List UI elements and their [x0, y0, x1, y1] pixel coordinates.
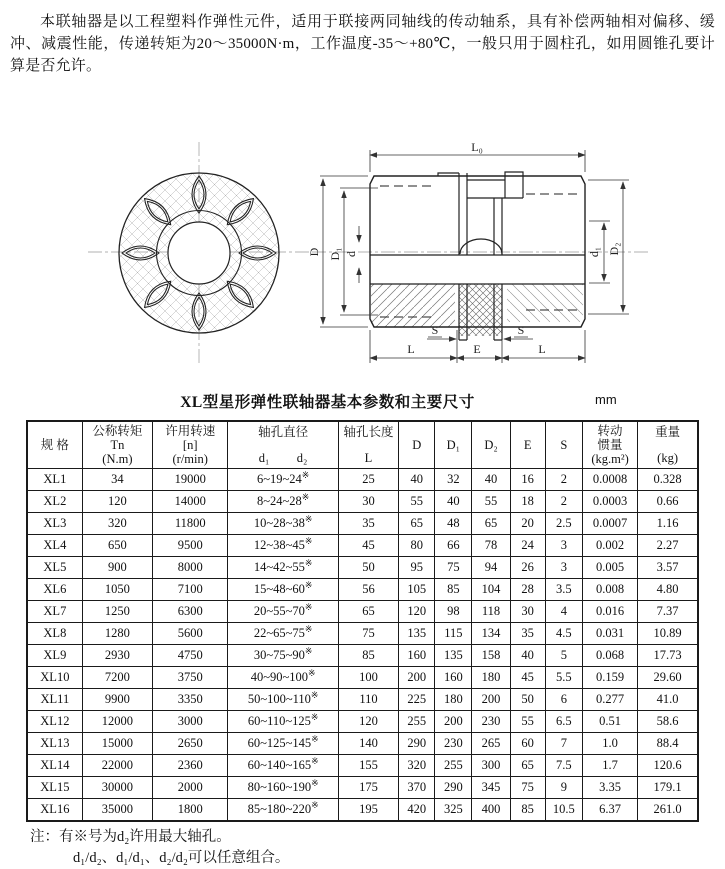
col-header-speed: 许用转速 [n] (r/min) [153, 421, 228, 469]
table-cell: 26 [510, 557, 545, 579]
table-cell: 5 [545, 645, 582, 667]
table-cell: 6.5 [545, 711, 582, 733]
dim-label-L-left: L [407, 342, 415, 356]
table-cell: XL13 [27, 733, 82, 755]
col-header-torque: 公称转矩 Tn (N.m) [82, 421, 152, 469]
table-cell: 0.016 [582, 601, 637, 623]
table-cell: 0.66 [638, 491, 698, 513]
col-header-bore-length: 轴孔长度 L [338, 421, 398, 469]
dim-label-D2: D₂ [607, 242, 621, 256]
col-header-D: D [399, 421, 435, 469]
table-cell: 200 [472, 689, 510, 711]
table-row [27, 711, 698, 733]
table-cell: 48 [435, 513, 472, 535]
table-cell: XL10 [27, 667, 82, 689]
table-cell: 160 [399, 645, 435, 667]
table-cell: 6 [545, 689, 582, 711]
table-cell: 35 [338, 513, 398, 535]
table-cell: 14000 [153, 491, 228, 513]
table-cell: 0.51 [582, 711, 637, 733]
table-cell: 65 [472, 513, 510, 535]
table-cell: 65 [510, 755, 545, 777]
table-cell: 3.5 [545, 579, 582, 601]
section-view [307, 140, 648, 363]
table-cell: 60 [510, 733, 545, 755]
table-cell: 32 [435, 469, 472, 491]
max-bore-marker: ※ [304, 645, 313, 656]
table-row [27, 645, 698, 667]
table-row [27, 777, 698, 799]
table-cell: 1.0 [582, 733, 637, 755]
table-cell: 0.005 [582, 557, 637, 579]
table-cell: 0.0008 [582, 469, 637, 491]
table-cell: 118 [472, 601, 510, 623]
table-cell: 30000 [82, 777, 152, 799]
table-cell: 400 [472, 799, 510, 822]
table-cell: 22000 [82, 755, 152, 777]
table-cell: 0.008 [582, 579, 637, 601]
col-header-S: S [545, 421, 582, 469]
max-bore-marker: ※ [311, 799, 319, 810]
max-bore-marker: ※ [311, 755, 319, 766]
table-cell: 40 [510, 645, 545, 667]
table-cell: 50 [338, 557, 398, 579]
table-body [27, 469, 698, 822]
dim-label-S-left: S [431, 323, 439, 337]
table-cell: 5.5 [545, 667, 582, 689]
table-cell: 0.002 [582, 535, 637, 557]
table-cell: 135 [399, 623, 435, 645]
max-bore-marker: ※ [311, 733, 319, 744]
footnote-2: d₁/d₂、d₁/d₁、d₂/d₂可以任意组合。 [73, 850, 290, 866]
table-cell: 1.7 [582, 755, 637, 777]
table-cell: 30 [338, 491, 398, 513]
table-cell: 60~110~125※ [228, 711, 338, 733]
max-bore-marker: ※ [304, 557, 313, 568]
table-row [27, 623, 698, 645]
table-cell: 120 [338, 711, 398, 733]
table-cell: 85 [338, 645, 398, 667]
table-cell: 230 [472, 711, 510, 733]
table-cell: 0.277 [582, 689, 637, 711]
table-cell: 40~90~100※ [228, 667, 338, 689]
table-cell: 2 [545, 469, 582, 491]
table-cell: XL4 [27, 535, 82, 557]
col-header-D2: D₂ [472, 421, 510, 469]
dim-label-D1: D₁ [328, 247, 342, 261]
table-cell: 35 [510, 623, 545, 645]
table-cell: XL3 [27, 513, 82, 535]
table-cell: 104 [472, 579, 510, 601]
col-header-inertia: 转动 惯量 (kg.m²) [582, 421, 637, 469]
table-cell: 3000 [153, 711, 228, 733]
table-cell: 155 [338, 755, 398, 777]
table-cell: 900 [82, 557, 152, 579]
max-bore-marker: ※ [307, 667, 316, 678]
table-cell: 50~100~110※ [228, 689, 338, 711]
table-cell: 179.1 [638, 777, 698, 799]
dim-label-L-right: L [538, 342, 546, 356]
table-cell: 8000 [153, 557, 228, 579]
table-cell: 265 [472, 733, 510, 755]
table-cell: 420 [399, 799, 435, 822]
table-cell: 320 [399, 755, 435, 777]
coupling-drawings [0, 127, 725, 382]
table-cell: 78 [472, 535, 510, 557]
table-cell: 8~24~28※ [228, 491, 338, 513]
table-row [27, 579, 698, 601]
table-cell: 100 [338, 667, 398, 689]
table-cell: XL16 [27, 799, 82, 822]
footnotes [30, 827, 725, 869]
table-cell: XL12 [27, 711, 82, 733]
table-cell: 55 [510, 711, 545, 733]
bore-circle [168, 222, 230, 284]
table-cell: 75 [510, 777, 545, 799]
table-cell: 4 [545, 601, 582, 623]
table-cell: 60~125~145※ [228, 733, 338, 755]
table-cell: 95 [399, 557, 435, 579]
col-header-spec: 规 格 [27, 421, 82, 469]
table-row [27, 469, 698, 491]
footnote-1: 注：有※号为d₂许用最大轴孔。 [30, 829, 231, 845]
table-cell: 1280 [82, 623, 152, 645]
table-cell: XL7 [27, 601, 82, 623]
table-cell: 4750 [153, 645, 228, 667]
table-cell: 105 [399, 579, 435, 601]
table-cell: 10~28~38※ [228, 513, 338, 535]
table-cell: 290 [399, 733, 435, 755]
table-cell: 6300 [153, 601, 228, 623]
table-row [27, 755, 698, 777]
dim-label-S-right: S [517, 323, 525, 337]
table-cell: 134 [472, 623, 510, 645]
table-cell: 200 [399, 667, 435, 689]
table-cell: 80~160~190※ [228, 777, 338, 799]
intro-paragraph: 本联轴器是以工程塑料作弹性元件，适用于联接两同轴线的传动轴系，具有补偿两轴相对偏移、缓冲、减震性能，传递转矩为20～35000N·m，工作温度-35～+80℃，一般只用于圆柱孔，如用圆锥孔要计算是否允许。 [10, 14, 715, 74]
col-header-E: E [510, 421, 545, 469]
table-cell: 85~180~220※ [228, 799, 338, 822]
table-cell: 14~42~55※ [228, 557, 338, 579]
max-bore-marker: ※ [304, 601, 313, 612]
table-cell: 55 [472, 491, 510, 513]
table-cell: 60~140~165※ [228, 755, 338, 777]
table-cell: 9900 [82, 689, 152, 711]
table-cell: 650 [82, 535, 152, 557]
table-cell: 65 [399, 513, 435, 535]
table-cell: 225 [399, 689, 435, 711]
table-cell: 4.80 [638, 579, 698, 601]
dim-label-E: E [473, 342, 481, 356]
table-cell: 158 [472, 645, 510, 667]
table-cell: 110 [338, 689, 398, 711]
max-bore-marker: ※ [310, 711, 319, 722]
table-cell: 0.031 [582, 623, 637, 645]
table-cell: 10.89 [638, 623, 698, 645]
table-cell: 230 [435, 733, 472, 755]
header-row [27, 421, 698, 469]
table-unit: mm [595, 392, 617, 407]
table-cell: 94 [472, 557, 510, 579]
table-cell: 12~38~45※ [228, 535, 338, 557]
table-cell: 88.4 [638, 733, 698, 755]
table-cell: 120.6 [638, 755, 698, 777]
table-cell: 120 [82, 491, 152, 513]
table-cell: 41.0 [638, 689, 698, 711]
table-cell: XL9 [27, 645, 82, 667]
table-cell: 85 [510, 799, 545, 822]
table-row [27, 557, 698, 579]
dim-label-L0: L₀ [471, 140, 483, 154]
table-row [27, 799, 698, 822]
table-cell: 58.6 [638, 711, 698, 733]
table-cell: 3 [545, 557, 582, 579]
table-cell: 29.60 [638, 667, 698, 689]
table-cell: 180 [435, 689, 472, 711]
dim-label-D: D [307, 247, 321, 257]
coupling-figure [0, 127, 725, 382]
table-cell: 290 [435, 777, 472, 799]
max-bore-marker: ※ [301, 491, 310, 502]
table-cell: XL5 [27, 557, 82, 579]
table-cell: 35000 [82, 799, 152, 822]
table-cell: 45 [338, 535, 398, 557]
table-cell: 160 [435, 667, 472, 689]
table-cell: 5600 [153, 623, 228, 645]
table-cell: 1800 [153, 799, 228, 822]
table-cell: 3 [545, 535, 582, 557]
table-cell: 200 [435, 711, 472, 733]
table-cell: 1.16 [638, 513, 698, 535]
spec-table [26, 420, 699, 822]
table-row [27, 601, 698, 623]
max-bore-marker: ※ [311, 777, 319, 788]
table-cell: XL11 [27, 689, 82, 711]
table-cell: XL14 [27, 755, 82, 777]
max-bore-marker: ※ [304, 513, 313, 524]
table-cell: 175 [338, 777, 398, 799]
table-cell: 325 [435, 799, 472, 822]
table-cell: 2.5 [545, 513, 582, 535]
table-row [27, 689, 698, 711]
table-cell: 255 [435, 755, 472, 777]
table-cell: 20~55~70※ [228, 601, 338, 623]
table-cell: 34 [82, 469, 152, 491]
table-cell: 40 [435, 491, 472, 513]
table-row [27, 513, 698, 535]
table-cell: 2360 [153, 755, 228, 777]
table-cell: 75 [435, 557, 472, 579]
table-cell: 30 [510, 601, 545, 623]
table-cell: 28 [510, 579, 545, 601]
table-title: XL型星形弹性联轴器基本参数和主要尺寸 [180, 394, 475, 411]
table-cell: 10.5 [545, 799, 582, 822]
table-cell: 0.068 [582, 645, 637, 667]
table-cell: 66 [435, 535, 472, 557]
table-cell: 180 [472, 667, 510, 689]
table-cell: 0.0007 [582, 513, 637, 535]
table-cell: 50 [510, 689, 545, 711]
table-cell: 11800 [153, 513, 228, 535]
table-cell: XL8 [27, 623, 82, 645]
table-cell: 17.73 [638, 645, 698, 667]
max-bore-marker: ※ [304, 535, 313, 546]
table-cell: 120 [399, 601, 435, 623]
table-cell: 3350 [153, 689, 228, 711]
max-bore-marker: ※ [310, 689, 319, 700]
table-cell: XL6 [27, 579, 82, 601]
table-cell: 7200 [82, 667, 152, 689]
table-cell: 65 [338, 601, 398, 623]
table-cell: 135 [435, 645, 472, 667]
table-cell: 24 [510, 535, 545, 557]
table-cell: 15~48~60※ [228, 579, 338, 601]
table-cell: 45 [510, 667, 545, 689]
table-row [27, 667, 698, 689]
table-cell: 3.35 [582, 777, 637, 799]
table-cell: 6~19~24※ [228, 469, 338, 491]
table-cell: 80 [399, 535, 435, 557]
table-cell: 9 [545, 777, 582, 799]
table-cell: 85 [435, 579, 472, 601]
table-row [27, 733, 698, 755]
table-cell: 1050 [82, 579, 152, 601]
table-cell: 3.57 [638, 557, 698, 579]
table-cell: 140 [338, 733, 398, 755]
table-cell: 115 [435, 623, 472, 645]
dim-label-d: d [344, 251, 358, 257]
table-cell: 75 [338, 623, 398, 645]
max-bore-marker: ※ [301, 469, 310, 480]
table-cell: 0.0003 [582, 491, 637, 513]
table-cell: 195 [338, 799, 398, 822]
table-cell: 18 [510, 491, 545, 513]
table-cell: 261.0 [638, 799, 698, 822]
table-cell: 345 [472, 777, 510, 799]
table-cell: 7100 [153, 579, 228, 601]
col-header-bore-diameter: 轴孔直径 d₁ d₂ [228, 421, 338, 469]
table-cell: XL1 [27, 469, 82, 491]
table-cell: 6.37 [582, 799, 637, 822]
table-cell: 2930 [82, 645, 152, 667]
table-cell: 2.27 [638, 535, 698, 557]
table-cell: 15000 [82, 733, 152, 755]
table-cell: 22~65~75※ [228, 623, 338, 645]
table-cell: 4.5 [545, 623, 582, 645]
table-cell: 19000 [153, 469, 228, 491]
table-cell: 2650 [153, 733, 228, 755]
table-cell: 2 [545, 491, 582, 513]
table-cell: XL15 [27, 777, 82, 799]
table-cell: 320 [82, 513, 152, 535]
table-cell: 20 [510, 513, 545, 535]
table-cell: 98 [435, 601, 472, 623]
table-cell: 25 [338, 469, 398, 491]
max-bore-marker: ※ [304, 623, 313, 634]
table-cell: 7.5 [545, 755, 582, 777]
table-cell: 40 [399, 469, 435, 491]
table-cell: 7 [545, 733, 582, 755]
table-cell: 55 [399, 491, 435, 513]
table-cell: 255 [399, 711, 435, 733]
table-title-row [0, 390, 725, 414]
table-cell: 3750 [153, 667, 228, 689]
col-header-D1: D₁ [435, 421, 472, 469]
table-cell: 2000 [153, 777, 228, 799]
table-cell: 0.328 [638, 469, 698, 491]
table-cell: 7.37 [638, 601, 698, 623]
table-cell: XL2 [27, 491, 82, 513]
dim-label-d1: d₁ [587, 246, 601, 258]
table-cell: 300 [472, 755, 510, 777]
table-cell: 0.159 [582, 667, 637, 689]
table-row [27, 535, 698, 557]
front-view [88, 142, 312, 364]
table-cell: 56 [338, 579, 398, 601]
table-cell: 40 [472, 469, 510, 491]
table-row [27, 491, 698, 513]
table-cell: 9500 [153, 535, 228, 557]
table-cell: 12000 [82, 711, 152, 733]
table-cell: 16 [510, 469, 545, 491]
col-header-weight: 重量 (kg) [638, 421, 698, 469]
table-cell: 30~75~90※ [228, 645, 338, 667]
max-bore-marker: ※ [304, 579, 313, 590]
table-cell: 370 [399, 777, 435, 799]
table-cell: 1250 [82, 601, 152, 623]
